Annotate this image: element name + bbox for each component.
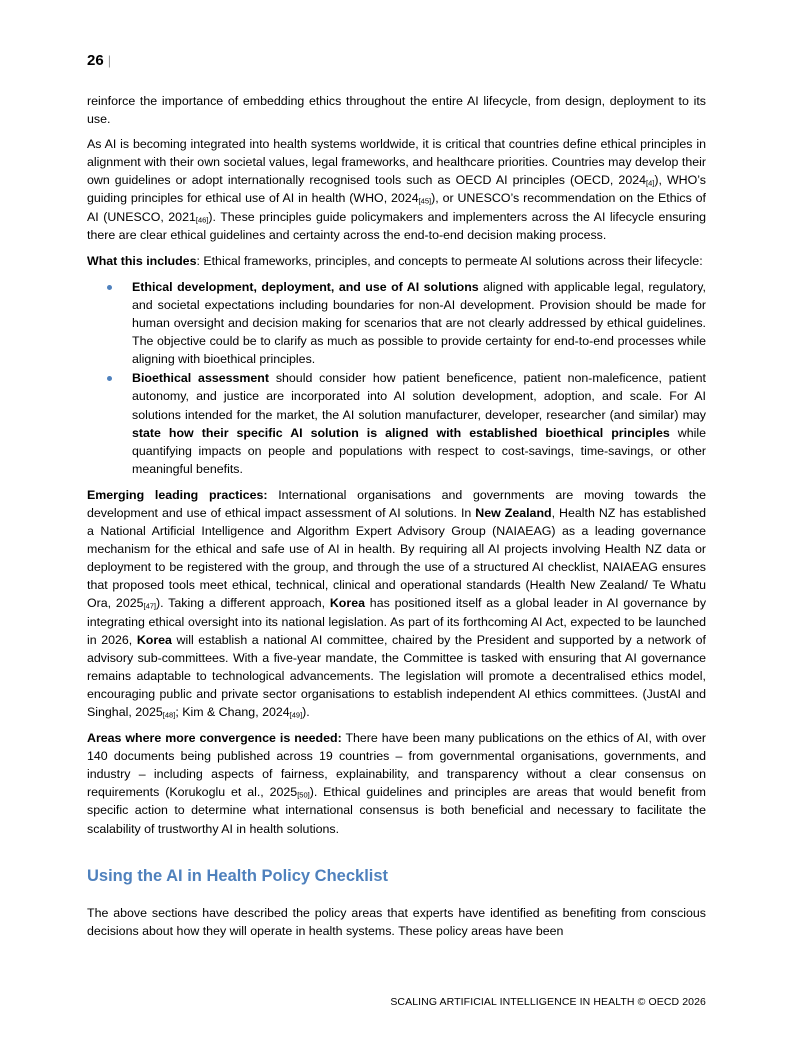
citation-ref[interactable]: [48] <box>162 710 176 720</box>
citation-ref[interactable]: [45] <box>418 196 432 206</box>
list-item: Bioethical assessment should consider how patient beneficence, patient non-maleficence, patient autonomy, and justice are incorporated into AI solution development, adoption, and scale. For AI solutions intended for the market, the AI solution manufacturer, developer, researcher (and similar) may state how their specific AI solution is aligned with established bioethical principles while quantifying impacts on people and populations with respect to cost-savings, time-savings, or other meaningful benefits. <box>132 369 706 478</box>
lead-in-label: What this includes <box>87 253 197 268</box>
citation-ref[interactable]: [49] <box>289 710 303 720</box>
paragraph-emerging-practices: Emerging leading practices: International organisations and governments are moving towards the development and use of ethical impact assessment of AI solutions. In New Zealand, Health NZ has established a National Artificial Intelligence and Algorithm Expert Advisory Group (NAIAEAG) as a leading governance mechanism for the ethical and safe use of AI in health. By requiring all AI projects involving Health NZ data or deployment to be registered with the group, and through the use of a structured AI checklist, NAIAEAG ensures that proposed tools meet ethical, technical, clinical and operational standards (Health New Zealand/ Te Whatu Ora, $2025_{[47]}$). Taking a different approach, Korea has positioned itself as a global leader in AI governance by integrating ethical oversight into its national legislation. As part of its forthcoming AI Act, expected to be launched in 2026, Korea will establish a national AI committee, chaired by the President and supported by a network of advisory sub-committees. With a five-year mandate, the Committee is tasked with ensuring that AI governance remains adaptable to technological advancements. The legislation will promote a decentralised ethics model, encouraging public and private sector organisations to establish independent AI ethics committees. (JustAI and Singhal, $2025_{[48]}$; Kim & Chang, $2024_{[49]}$). <box>87 487 707 720</box>
paragraph-convergence-needed: Areas where more convergence is needed: There have been many publications on the ethics of AI, with over 140 documents being published across 19 countries – from governmental organisations, governments, and industry – including aspects of fairness, explainability, and transparency without a clear consensus on requirements (Korukoglu et al., $2025_{[50]}$). Ethical guidelines and principles are areas that would benefit from specific action to determine what international consensus is both beneficial and necessary to facilitate the scalability of trustworthy AI in health solutions. <box>87 731 706 836</box>
list-item: Ethical development, deployment, and use of AI solutions aligned with applicable legal, regulatory, and societal expectations including boundaries for non-AI development. Provision should be made for human oversight and decision making for scenarios that are not clearly addressed by ethical guidelines. The objective could be to clarify as much as possible to provide certainty for end-to-end processes while aligning with bioethical principles. <box>132 278 706 368</box>
paragraph-ethical-principles: As AI is becoming integrated into health systems worldwide, it is critical that countries define ethical principles in alignment with their own societal values, legal frameworks, and healthcare priorities. Countries may develop their own guidelines or adopt internationally recognised tools such as OECD AI principles (OECD, $2024_{[4]}$), WHO’s guiding principles for ethical use of AI in health (WHO, $2024_{[45]}$), or UNESCO’s recommendation on the Ethics of AI (UNESCO, $2021_{[46]}$). These principles guide policymakers and implementers across the AI lifecycle ensuring there are clear ethical guidelines and certainty across the end-to-end decision making process. <box>87 137 706 242</box>
page-number: 26 <box>87 52 104 69</box>
lead-in-label: Emerging leading practices: <box>87 487 268 502</box>
page-footer: SCALING ARTIFICIAL INTELLIGENCE IN HEALTH © OECD 2026 <box>390 996 706 1008</box>
bullet-icon <box>107 376 112 381</box>
paragraph-checklist-intro: The above sections have described the policy areas that experts have identified as benefiting from conscious decisions about how they will operate in health systems. These policy areas have been <box>87 905 706 938</box>
header-separator: | <box>107 53 112 68</box>
bullet-list <box>87 278 706 478</box>
citation-ref[interactable]: [47] <box>143 601 157 611</box>
page-body <box>87 92 706 948</box>
citation-ref[interactable]: [50] <box>297 790 310 800</box>
paragraph-continuation: reinforce the importance of embedding ethics throughout the entire AI lifecycle, from design, deployment to its use. <box>87 94 706 127</box>
citation-ref[interactable]: [4] <box>646 178 655 188</box>
section-heading: Using the AI in Health Policy Checklist <box>87 866 389 885</box>
page-header <box>87 52 111 69</box>
paragraph-what-this-includes: What this includes: Ethical frameworks, principles, and concepts to permeate AI solutions across their lifecycle: <box>87 253 703 268</box>
citation-ref[interactable]: [46] <box>195 215 209 225</box>
bullet-icon <box>107 285 112 290</box>
lead-in-label: Areas where more convergence is needed: <box>87 731 342 746</box>
